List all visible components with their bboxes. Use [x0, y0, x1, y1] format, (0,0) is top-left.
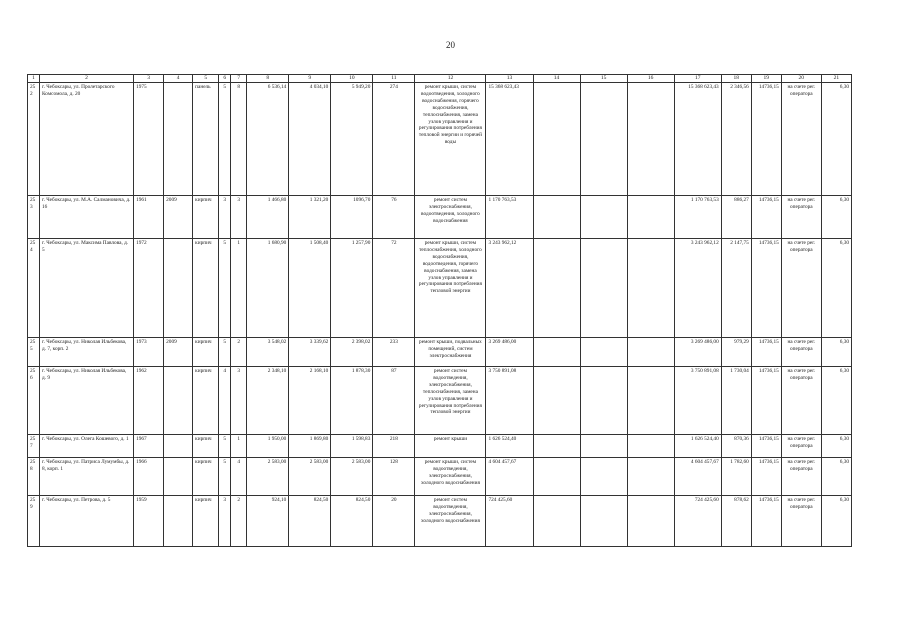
- cell-col-10: 5 949,20: [331, 83, 373, 196]
- cell-col-4: [164, 458, 193, 496]
- cell-col-2: г. Чебоксары, ул. М.А. Салмановича, д. 16: [40, 196, 134, 239]
- cell-col-9: 1 869,80: [289, 435, 331, 458]
- cell-col-15: [580, 496, 627, 547]
- cell-col-16: [627, 435, 674, 458]
- cell-col-7: 1: [231, 239, 247, 338]
- page-number: 20: [446, 40, 455, 50]
- cell-col-14: [533, 496, 580, 547]
- cell-col-8: 1 680,90: [247, 239, 289, 338]
- cell-col-7: 8: [231, 83, 247, 196]
- cell-col-14: [533, 338, 580, 367]
- cell-col-13: 4 604 457,67: [486, 458, 533, 496]
- cell-col-13: 15 368 623,43: [486, 83, 533, 196]
- cell-col-2: г. Чебоксары, ул. Николая Ильбекова, д. 9: [40, 367, 134, 435]
- cell-col-12: ремонт систем электроснабжения, водоотведения, холодного водоснабжения: [415, 196, 486, 239]
- cell-col-1: 256: [28, 367, 40, 435]
- table-row: [28, 435, 852, 458]
- cell-col-7: 3: [231, 196, 247, 239]
- cell-col-5: кирпич: [193, 239, 219, 338]
- column-number-19: 19: [751, 75, 781, 83]
- table-row: [28, 83, 852, 196]
- cell-col-12: ремонт крыши, систем теплоснабжения, холодного водоснабжения, водоотведения, горячего водоснабжения, замена узлов управления и регулирования потребления тепловой энергии: [415, 239, 486, 338]
- cell-col-13: 3 269 486,00: [486, 338, 533, 367]
- cell-col-8: 2 583,00: [247, 458, 289, 496]
- cell-col-19: 14736,15: [751, 435, 781, 458]
- cell-col-18: 886,27: [721, 196, 751, 239]
- cell-col-16: [627, 367, 674, 435]
- cell-col-20: на счете рег. оператора: [781, 239, 821, 338]
- cell-col-19: 14736,15: [751, 496, 781, 547]
- cell-col-6: 4: [219, 367, 231, 435]
- cell-col-19: 14736,15: [751, 458, 781, 496]
- cell-col-1: 257: [28, 435, 40, 458]
- cell-col-13: 3 750 891,08: [486, 367, 533, 435]
- cell-col-6: 5: [219, 338, 231, 367]
- cell-col-21: 6,30: [821, 458, 851, 496]
- cell-col-3: 1962: [134, 367, 164, 435]
- column-number-13: 13: [486, 75, 533, 83]
- cell-col-5: панель: [193, 83, 219, 196]
- cell-col-7: 4: [231, 458, 247, 496]
- cell-col-8: 1 950,00: [247, 435, 289, 458]
- column-number-18: 18: [721, 75, 751, 83]
- cell-col-10: 1 878,30: [331, 367, 373, 435]
- cell-col-9: 1 321,20: [289, 196, 331, 239]
- cell-col-2: г. Чебоксары, ул. Патриса Лумумбы, д. 8, корп. 1: [40, 458, 134, 496]
- column-number-6: 6: [219, 75, 231, 83]
- cell-col-13: 1 170 763,53: [486, 196, 533, 239]
- cell-col-15: [580, 83, 627, 196]
- column-number-4: 4: [164, 75, 193, 83]
- cell-col-14: [533, 83, 580, 196]
- cell-col-21: 6,30: [821, 239, 851, 338]
- cell-col-16: [627, 458, 674, 496]
- cell-col-12: ремонт систем водоотведения, электроснабжения, холодного водоснабжения: [415, 496, 486, 547]
- column-number-17: 17: [674, 75, 721, 83]
- cell-col-1: 253: [28, 196, 40, 239]
- cell-col-3: 1967: [134, 435, 164, 458]
- cell-col-17: 4 604 457,67: [674, 458, 721, 496]
- cell-col-4: [164, 496, 193, 547]
- cell-col-10: 2 583,00: [331, 458, 373, 496]
- cell-col-13: 724 425,60: [486, 496, 533, 547]
- cell-col-20: на счете рег. оператора: [781, 496, 821, 547]
- table-row: [28, 239, 852, 338]
- cell-col-11: 233: [373, 338, 415, 367]
- cell-col-19: 14736,15: [751, 338, 781, 367]
- cell-col-16: [627, 83, 674, 196]
- cell-col-10: 2 398,02: [331, 338, 373, 367]
- cell-col-5: кирпич: [193, 338, 219, 367]
- cell-col-17: 3 269 486,00: [674, 338, 721, 367]
- cell-col-9: 2 168,10: [289, 367, 331, 435]
- cell-col-5: кирпич: [193, 196, 219, 239]
- cell-col-5: кирпич: [193, 367, 219, 435]
- cell-col-9: 824,50: [289, 496, 331, 547]
- table-row: [28, 367, 852, 435]
- cell-col-6: 5: [219, 239, 231, 338]
- cell-col-15: [580, 367, 627, 435]
- cell-col-21: 6,30: [821, 83, 851, 196]
- cell-col-16: [627, 239, 674, 338]
- cell-col-8: 1 466,80: [247, 196, 289, 239]
- cell-col-1: 255: [28, 338, 40, 367]
- cell-col-18: 979,29: [721, 338, 751, 367]
- column-number-20: 20: [781, 75, 821, 83]
- column-number-21: 21: [821, 75, 851, 83]
- cell-col-6: 3: [219, 496, 231, 547]
- cell-col-6: 3: [219, 196, 231, 239]
- cell-col-18: 1 782,60: [721, 458, 751, 496]
- cell-col-4: [164, 239, 193, 338]
- column-number-10: 10: [331, 75, 373, 83]
- column-number-11: 11: [373, 75, 415, 83]
- cell-col-9: 1 508,40: [289, 239, 331, 338]
- cell-col-8: 924,10: [247, 496, 289, 547]
- cell-col-5: кирпич: [193, 458, 219, 496]
- cell-col-1: 258: [28, 458, 40, 496]
- cell-col-6: 5: [219, 458, 231, 496]
- cell-col-2: г. Чебоксары, ул. Пролетарского Комсомола, д. 20: [40, 83, 134, 196]
- cell-col-16: [627, 196, 674, 239]
- cell-col-9: 4 034,10: [289, 83, 331, 196]
- cell-col-21: 6,30: [821, 496, 851, 547]
- cell-col-18: 878,62: [721, 496, 751, 547]
- cell-col-18: 1 730,04: [721, 367, 751, 435]
- cell-col-21: 6,30: [821, 196, 851, 239]
- cell-col-9: 2 583,00: [289, 458, 331, 496]
- cell-col-21: 6,30: [821, 367, 851, 435]
- cell-col-13: 1 626 524,40: [486, 435, 533, 458]
- cell-col-10: 1 257,90: [331, 239, 373, 338]
- cell-col-8: 6 536,14: [247, 83, 289, 196]
- cell-col-18: 2 147,75: [721, 239, 751, 338]
- cell-col-20: на счете рег. оператора: [781, 338, 821, 367]
- cell-col-6: 5: [219, 83, 231, 196]
- cell-col-3: 1961: [134, 196, 164, 239]
- cell-col-17: 1 626 524,40: [674, 435, 721, 458]
- cell-col-21: 6,30: [821, 435, 851, 458]
- cell-col-12: ремонт крыши, подвальных помещений, систем электроснабжения: [415, 338, 486, 367]
- cell-col-6: 5: [219, 435, 231, 458]
- cell-col-12: ремонт крыши, систем водоотведения, электроснабжения, холодного водоснабжения: [415, 458, 486, 496]
- cell-col-7: 3: [231, 367, 247, 435]
- cell-col-19: 14736,15: [751, 196, 781, 239]
- column-number-14: 14: [533, 75, 580, 83]
- cell-col-1: 254: [28, 239, 40, 338]
- cell-col-11: 274: [373, 83, 415, 196]
- cell-col-14: [533, 367, 580, 435]
- cell-col-12: ремонт крыши, систем водоотведения, холодного водоснабжения, горячего водоснабжения, теплоснабжения, замена узлов управления и регулирования потребления тепловой энергии и горячей воды: [415, 83, 486, 196]
- cell-col-12: ремонт систем водоотведения, электроснабжения, теплоснабжения, замена узлов управления и регулирования потребления тепловой энергии: [415, 367, 486, 435]
- cell-col-7: 2: [231, 338, 247, 367]
- table-row: [28, 338, 852, 367]
- cell-col-1: 252: [28, 83, 40, 196]
- cell-col-16: [627, 338, 674, 367]
- column-number-8: 8: [247, 75, 289, 83]
- cell-col-4: 2009: [164, 338, 193, 367]
- column-number-9: 9: [289, 75, 331, 83]
- cell-col-15: [580, 338, 627, 367]
- cell-col-4: [164, 367, 193, 435]
- cell-col-10: 1096,70: [331, 196, 373, 239]
- cell-col-5: кирпич: [193, 496, 219, 547]
- table-row: [28, 458, 852, 496]
- cell-col-15: [580, 239, 627, 338]
- cell-col-11: 72: [373, 239, 415, 338]
- cell-col-11: 218: [373, 435, 415, 458]
- cell-col-14: [533, 435, 580, 458]
- cell-col-15: [580, 435, 627, 458]
- cell-col-11: 20: [373, 496, 415, 547]
- column-number-1: 1: [28, 75, 40, 83]
- cell-col-19: 14736,15: [751, 367, 781, 435]
- cell-col-2: г. Чебоксары, ул. Максима Павлова, д. 5: [40, 239, 134, 338]
- cell-col-15: [580, 458, 627, 496]
- cell-col-20: на счете рег. оператора: [781, 458, 821, 496]
- cell-col-14: [533, 239, 580, 338]
- column-number-16: 16: [627, 75, 674, 83]
- cell-col-3: 1975: [134, 83, 164, 196]
- cell-col-9: 3 339,62: [289, 338, 331, 367]
- cell-col-7: 1: [231, 435, 247, 458]
- column-number-2: 2: [40, 75, 134, 83]
- cell-col-19: 14736,15: [751, 239, 781, 338]
- cell-col-12: ремонт крыши: [415, 435, 486, 458]
- cell-col-17: 724 425,60: [674, 496, 721, 547]
- cell-col-3: 1972: [134, 239, 164, 338]
- cell-col-20: на счете рег. оператора: [781, 435, 821, 458]
- header-row: [28, 75, 852, 83]
- cell-col-4: [164, 435, 193, 458]
- cell-col-14: [533, 458, 580, 496]
- cell-col-4: 2009: [164, 196, 193, 239]
- cell-col-5: кирпич: [193, 435, 219, 458]
- cell-col-1: 259: [28, 496, 40, 547]
- cell-col-20: на счете рег. оператора: [781, 83, 821, 196]
- cell-col-7: 2: [231, 496, 247, 547]
- cell-col-17: 1 170 763,53: [674, 196, 721, 239]
- cell-col-3: 1973: [134, 338, 164, 367]
- cell-col-13: 3 243 962,12: [486, 239, 533, 338]
- cell-col-2: г. Чебоксары, ул. Олега Кошевого, д. 1: [40, 435, 134, 458]
- cell-col-2: г. Чебоксары, ул. Николая Ильбекова, д. 7, корп. 2: [40, 338, 134, 367]
- cell-col-11: 128: [373, 458, 415, 496]
- cell-col-11: 87: [373, 367, 415, 435]
- column-number-12: 12: [415, 75, 486, 83]
- cell-col-4: [164, 83, 193, 196]
- cell-col-20: на счете рег. оператора: [781, 367, 821, 435]
- cell-col-18: 2 346,56: [721, 83, 751, 196]
- cell-col-3: 1959: [134, 496, 164, 547]
- cell-col-20: на счете рег. оператора: [781, 196, 821, 239]
- cell-col-3: 1966: [134, 458, 164, 496]
- cell-col-8: 2 348,10: [247, 367, 289, 435]
- column-number-3: 3: [134, 75, 164, 83]
- column-number-5: 5: [193, 75, 219, 83]
- cell-col-17: 3 243 962,12: [674, 239, 721, 338]
- repair-program-table: [27, 74, 852, 547]
- cell-col-15: [580, 196, 627, 239]
- cell-col-10: 824,50: [331, 496, 373, 547]
- cell-col-16: [627, 496, 674, 547]
- cell-col-8: 3 548,02: [247, 338, 289, 367]
- column-number-15: 15: [580, 75, 627, 83]
- cell-col-21: 6,30: [821, 338, 851, 367]
- table-row: [28, 496, 852, 547]
- cell-col-17: 3 750 891,08: [674, 367, 721, 435]
- cell-col-19: 14736,15: [751, 83, 781, 196]
- cell-col-14: [533, 196, 580, 239]
- cell-col-10: 1 598,83: [331, 435, 373, 458]
- cell-col-2: г. Чебоксары, ул. Петрова, д. 5: [40, 496, 134, 547]
- cell-col-11: 76: [373, 196, 415, 239]
- cell-col-17: 15 368 623,43: [674, 83, 721, 196]
- column-number-7: 7: [231, 75, 247, 83]
- table-row: [28, 196, 852, 239]
- cell-col-18: 870,36: [721, 435, 751, 458]
